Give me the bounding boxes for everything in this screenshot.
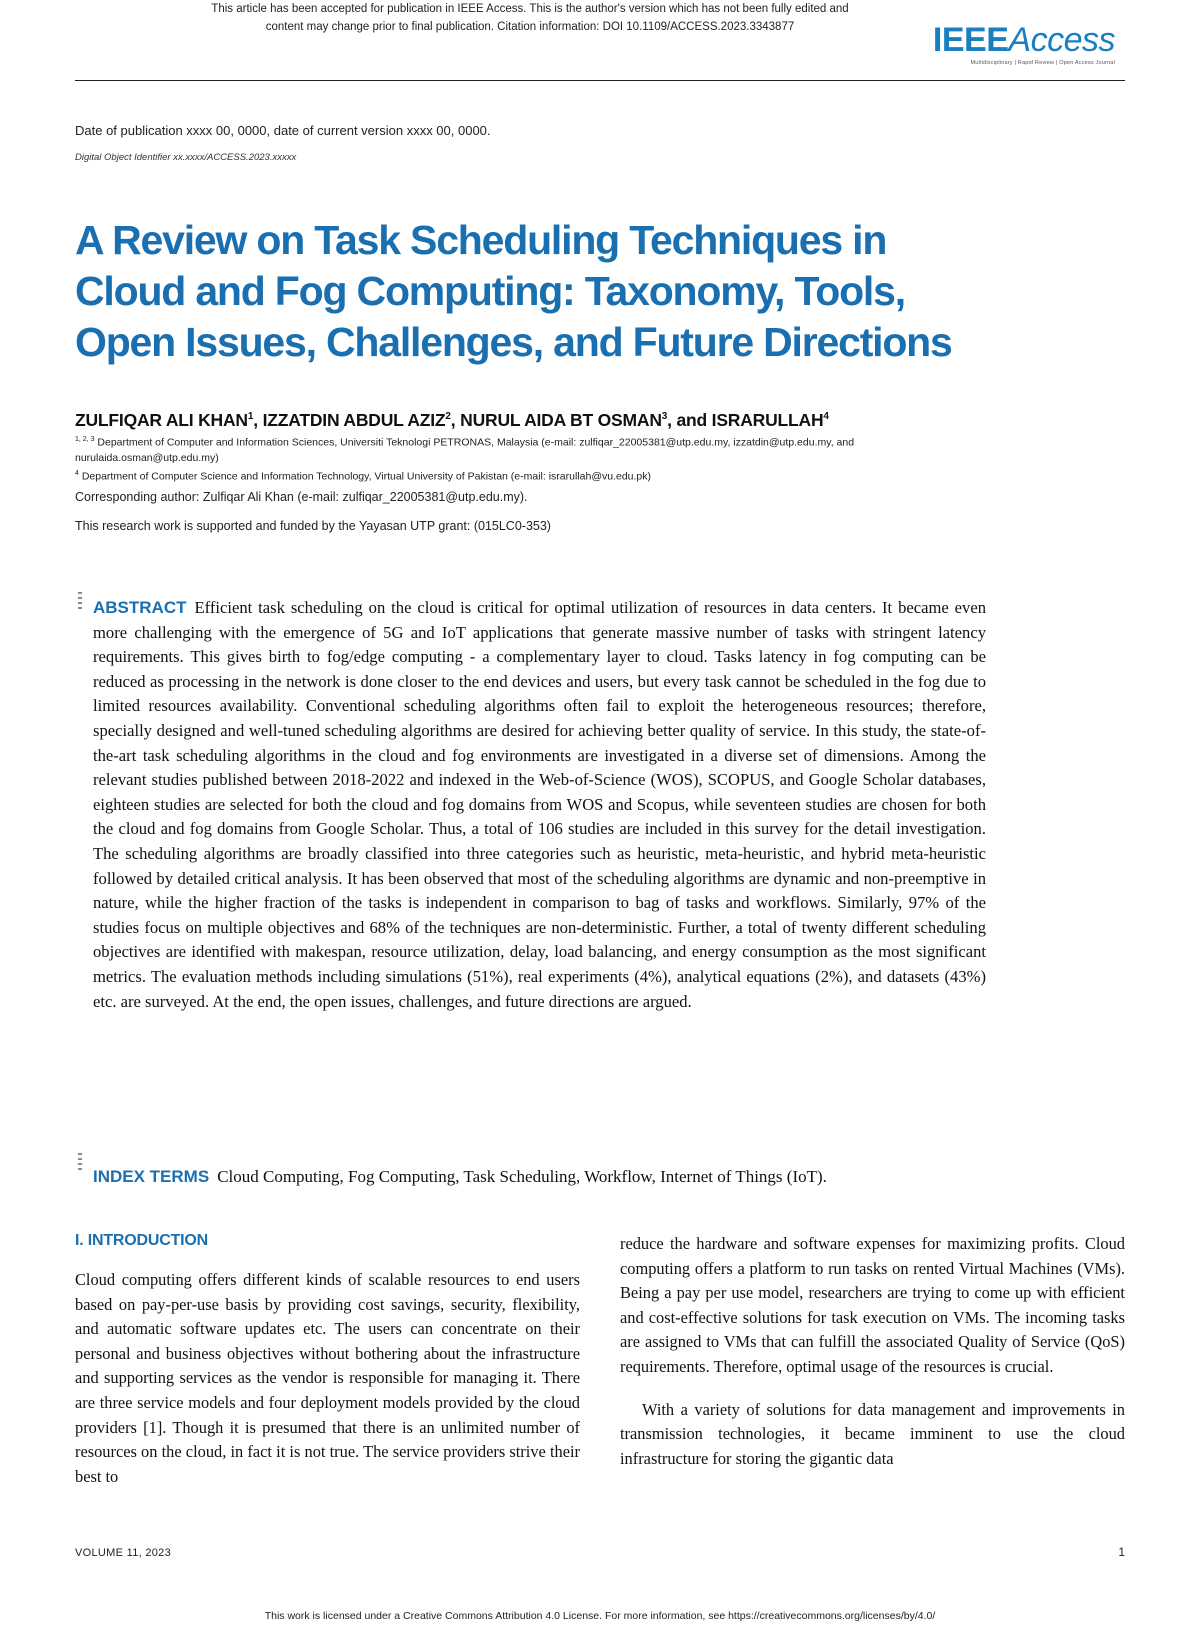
paper-title xyxy=(75,215,975,368)
intro-right-column xyxy=(620,1232,1125,1471)
affiliation-1 xyxy=(75,432,955,466)
affiliation-2-sup: 4 xyxy=(75,470,79,477)
journal-logo xyxy=(933,22,1115,66)
volume-label: VOLUME 11, 2023 xyxy=(75,1547,172,1559)
page-number: 1 xyxy=(1118,1545,1125,1559)
intro-right-paragraph-1: reduce the hardware and software expenses for maximizing profits. Cloud computing offers a platform to run tasks on rented Virtual Machines (VMs). Being a pay per use model, researchers are trying to come up with efficient and cost-effective solutions for task execution on VMs. The incoming tasks are assigned to VMs that can fulfill the associated Quality of Service (QoS) requirements. Therefore, optimal usage of the resources is crucial. xyxy=(620,1234,1125,1376)
author-2: IZZATDIN ABDUL AZIZ xyxy=(262,410,446,430)
author-and: and xyxy=(676,410,707,430)
title-line-2: Cloud and Fog Computing: Taxonomy, Tools, xyxy=(75,268,905,314)
title-line-3: Open Issues, Challenges, and Future Directions xyxy=(75,319,952,365)
intro-right-paragraph-2: With a variety of solutions for data management and improvements in transmission technologies, it became imminent to use the cloud infrastructure for storing the gigantic data xyxy=(620,1399,1125,1468)
logo-light: Access xyxy=(1008,21,1115,59)
notice-line-1: This article has been accepted for publication in IEEE Access. This is the author's version which has not been fully edited and xyxy=(211,3,849,15)
logo-bold: IEEE xyxy=(932,21,1009,59)
author-4-sup: 4 xyxy=(823,411,829,423)
index-terms xyxy=(93,1167,993,1187)
abstract-label: ABSTRACT xyxy=(93,598,187,617)
author-1: ZULFIQAR ALI KHAN xyxy=(75,410,248,430)
abstract-marker xyxy=(78,592,82,612)
logo-tagline: Multidisciplinary | Rapid Review | Open Access Journal xyxy=(970,60,1115,66)
title-line-1: A Review on Task Scheduling Techniques in xyxy=(75,217,887,263)
author-3: NURUL AIDA BT OSMAN xyxy=(460,410,662,430)
acceptance-notice xyxy=(150,0,910,36)
abstract-text: Efficient task scheduling on the cloud is critical for optimal utilization of resources in data centers. It became even more challenging with the emergence of 5G and IoT applications that generate massive number of tasks with stringent latency requirements. This gives birth to fog/edge computing - a complementary layer to cloud. Tasks latency in fog computing can be reduced as processing in the network is done closer to the end devices and users, but every task cannot be scheduled in the fog due to limited resources availability. Conventional scheduling algorithms often fail to exploit the heterogeneous resources; therefore, specially designed and well-tuned scheduling algorithms are desired for achieving better quality of service. In this study, the state-of-the-art task scheduling algorithms in the cloud and fog environments are investigated in a diverse set of dimensions. Among the relevant studies published between 2018-2022 and indexed in the Web-of-Science (WOS), SCOPUS, and Google Scholar databases, eighteen studies are selected for both the cloud and fog domains from WOS and Scopus, while seventeen studies are chosen for both the cloud and fog domains from Google Scholar. Thus, a total of 106 studies are included in this survey for the detail investigation. The scheduling algorithms are broadly classified into three categories such as heuristic, meta-heuristic, and hybrid meta-heuristic followed by detailed critical analysis. It has been observed that most of the scheduling algorithms are dynamic and non-preemptive in nature, while the higher fraction of the tasks is independent in comparison to bag of tasks and workflows. Similarly, 97% of the studies focus on multiple objectives and 68% of the techniques are non-deterministic. Further, a total of twenty different scheduling objectives are identified with makespan, resource utilization, delay, load balancing, and energy consumption as the most significant metrics. The evaluation methods including simulations (51%), real experiments (4%), analytical equations (2%), and datasets (43%) etc. are surveyed. At the end, the open issues, challenges, and future directions are argued. xyxy=(93,598,986,1011)
publication-date: Date of publication xxxx 00, 0000, date of current version xxxx 00, 0000. xyxy=(75,123,491,138)
index-terms-text: Cloud Computing, Fog Computing, Task Scheduling, Workflow, Internet of Things (IoT). xyxy=(217,1167,827,1186)
corresponding-author: Corresponding author: Zulfiqar Ali Khan (e-mail: zulfiqar_22005381@utp.edu.my). xyxy=(75,490,528,504)
author-2-sup: 2 xyxy=(445,411,451,423)
notice-line-2: content may change prior to final publication. Citation information: DOI 10.1109/ACCESS.2023.3343877 xyxy=(265,21,795,33)
section-heading-introduction: I. INTRODUCTION xyxy=(75,1232,208,1249)
index-terms-label: INDEX TERMS xyxy=(93,1167,210,1186)
affiliation-1-sup: 1, 2, 3 xyxy=(75,436,95,443)
intro-left-paragraph: Cloud computing offers different kinds of scalable resources to end users based on pay-per-use basis by providing cost savings, security, flexibility, and automatic software updates etc. The users can concentrate on their personal and business objectives without bothering about the infrastructure and supporting services as the vendor is responsible for managing it. There are three service models and four deployment models provided by the cloud providers [1]. Though it is presumed that there is an unlimited number of resources on the cloud, in fact it is not true. The service providers strive their best to xyxy=(75,1270,580,1486)
funding-note: This research work is supported and funded by the Yayasan UTP grant: (015LC0-353) xyxy=(75,519,551,533)
index-terms-marker xyxy=(78,1153,82,1173)
intro-left-column xyxy=(75,1268,580,1489)
header-rule xyxy=(75,80,1125,81)
author-list: ZULFIQAR ALI KHAN$^1$, IZZATDIN ABDUL AZIZ$^2$, NURUL AIDA BT OSMAN$^3$, and ISRARULLAH$^4$ xyxy=(75,410,829,430)
license-notice: This work is licensed under a Creative Commons Attribution 4.0 License. For more information, see https://creativecommons.org/licenses/by/4.0/ xyxy=(264,1610,936,1622)
affiliation-1-text: Department of Computer and Information Sciences, Universiti Teknologi PETRONAS, Malaysia (e-mail: zulfiqar_22005381@utp.edu.my, izzatdin@utp.edu.my, and nurulaida.osman@utp.edu.my) xyxy=(75,436,855,464)
affiliation-2 xyxy=(75,466,955,485)
affiliation-2-text: Department of Computer Science and Information Technology, Virtual University of Pakistan (e-mail: israrullah@vu.edu.pk) xyxy=(81,470,652,483)
author-1-sup: 1 xyxy=(247,411,254,423)
author-4: ISRARULLAH xyxy=(711,410,824,430)
abstract xyxy=(93,596,986,1014)
author-3-sup: 3 xyxy=(661,411,668,423)
doi-line: Digital Object Identifier xx.xxxx/ACCESS.2023.xxxxx xyxy=(75,152,297,163)
